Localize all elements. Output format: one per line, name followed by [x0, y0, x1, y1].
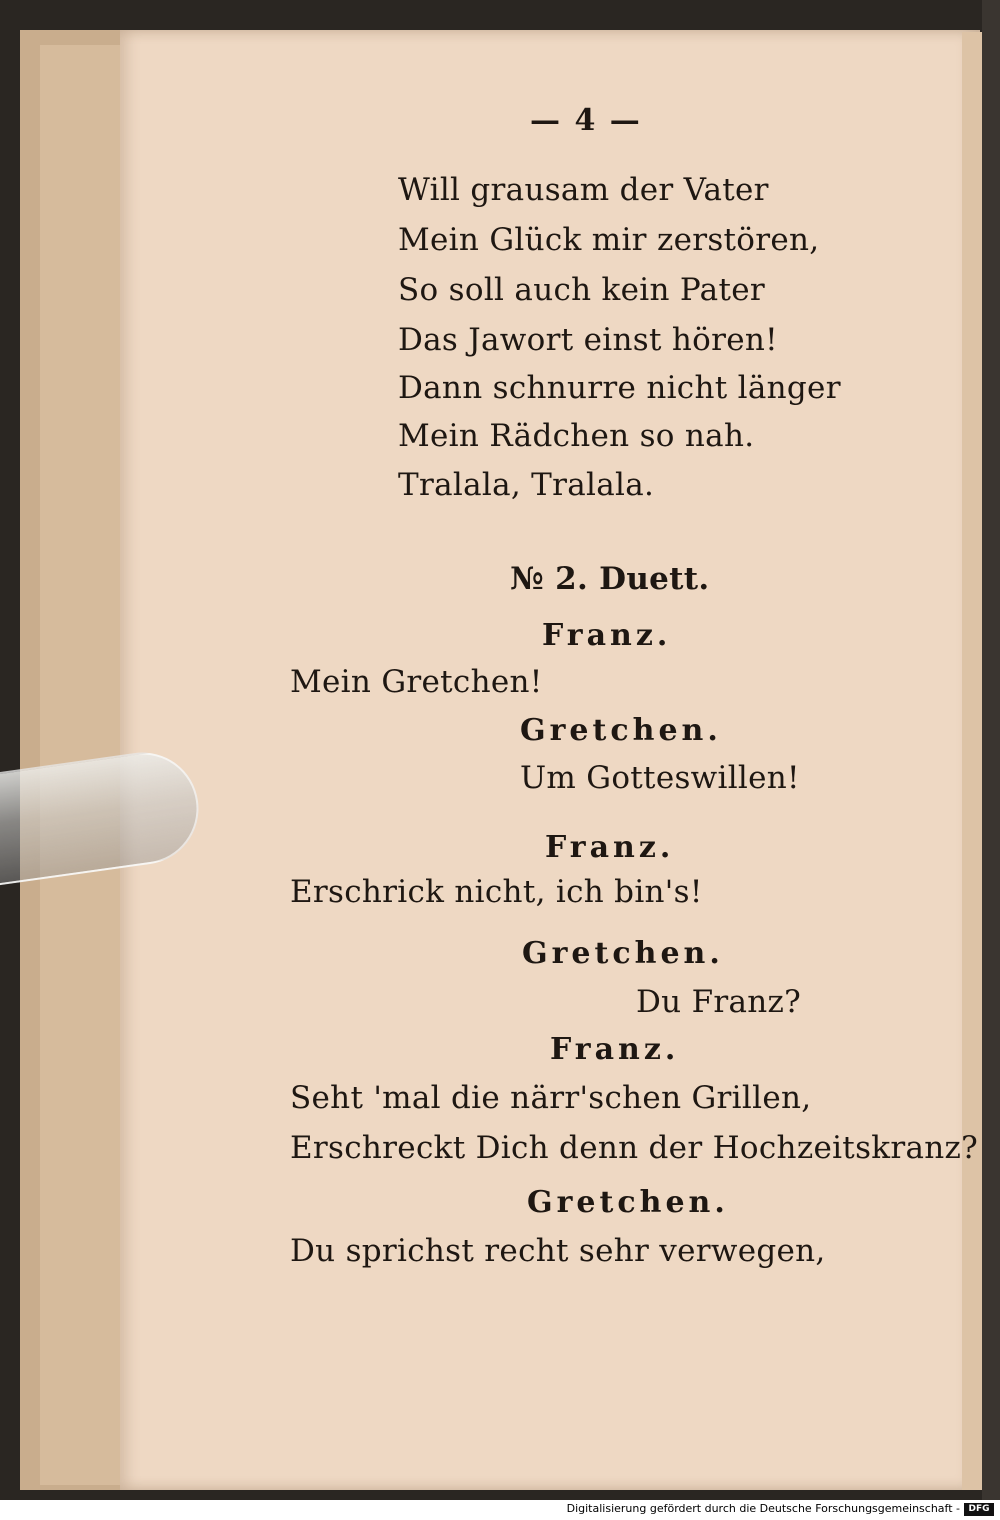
text-line: Dann schnurre nicht länger — [398, 370, 841, 406]
text-line: Erschreckt Dich denn der Hochzeitskranz? — [290, 1130, 979, 1166]
speaker-name: Franz. — [542, 618, 672, 653]
speaker-name: Gretchen. — [522, 936, 724, 971]
dfg-logo-icon: DFG — [964, 1503, 994, 1516]
text-line: Mein Rädchen so nah. — [398, 418, 755, 454]
text-line: Mein Glück mir zerstören, — [398, 222, 820, 258]
scan-edge — [982, 0, 1000, 1500]
speaker-name: Franz. — [545, 830, 675, 865]
text-line: So soll auch kein Pater — [398, 272, 765, 308]
text-line: Das Jawort einst hören! — [398, 322, 778, 358]
text-line: Mein Gretchen! — [290, 664, 543, 700]
text-line: Um Gotteswillen! — [520, 760, 800, 796]
text-line: Seht 'mal die närr'schen Grillen, — [290, 1080, 812, 1116]
text-line: Tralala, Tralala. — [398, 467, 655, 503]
footer-bar — [0, 1500, 1000, 1520]
text-line: Du sprichst recht sehr verwegen, — [290, 1233, 826, 1269]
text-line: Will grausam der Vater — [398, 172, 769, 208]
page-number: — 4 — — [530, 103, 642, 138]
page-edge — [962, 32, 982, 1490]
speaker-name: Gretchen. — [520, 713, 722, 748]
speaker-name: Gretchen. — [527, 1185, 729, 1220]
text-line: Erschrick nicht, ich bin's! — [290, 874, 703, 910]
footer-credit: Digitalisierung gefördert durch die Deutsche Forschungsgemeinschaft - — [566, 1502, 960, 1515]
speaker-name: Franz. — [550, 1032, 680, 1067]
text-line: Du Franz? — [636, 984, 802, 1020]
section-heading: № 2. Duett. — [510, 561, 710, 597]
